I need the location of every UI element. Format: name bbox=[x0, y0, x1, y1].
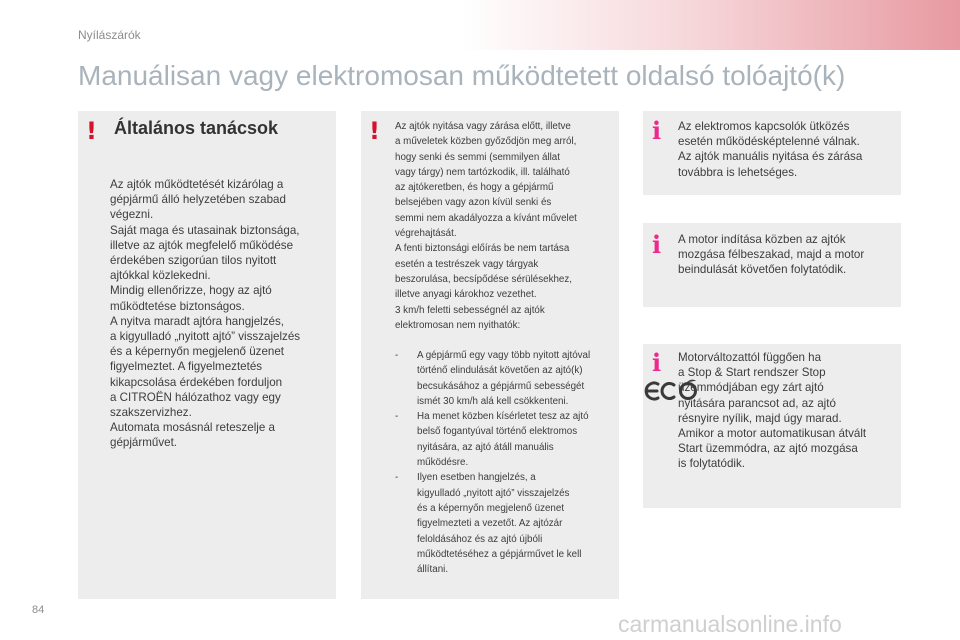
info-icon: i bbox=[652, 230, 662, 259]
info-icon: i bbox=[652, 116, 662, 145]
page-title: Manuálisan vagy elektromosan működtetett oldalsó tolóajtó(k) bbox=[78, 60, 846, 91]
header-gradient-bar bbox=[0, 0, 960, 50]
info-note-text: A motor indítása közben az ajtók mozgása félbeszakad, majd a motor beindulását követően folytatódik. bbox=[678, 233, 865, 277]
general-advice-text: Az ajtók működtetését kizárólag a gépjármű álló helyzetében szabad végezni. Saját maga és utasainak biztonsága, illetve az ajtók megfelelő működése érdekében szigorúan tilos nyitott ajtókkal közlekedni. Mindig ellenőrizze, hogy az ajtó működtetése biztonságos. A nyitva maradt ajtóra hangjelzés, a kigyulladó „nyitott ajtó” visszajelzés és a képernyőn megjelenő üzenet figyelmeztet. A figyelmeztetés kikapcsolása érdekében forduljon a CITROËN hálózathoz vagy egy szakszervizhez. Automata mosásnál reteszelje a gépjárművet. bbox=[110, 178, 301, 450]
list-item: - Ha menet közben kísérletet tesz az ajtó belső fogantyúval történő elektromos nyitására, az ajtó átáll manuális működésre. bbox=[395, 411, 589, 469]
warning-icon: ! bbox=[86, 117, 97, 145]
list-item: - A gépjármű egy vagy több nyitott ajtóval történő elindulását követően az ajtó(k) becsukásához a gépjármű sebességét ismét 30 km/h alá kell csökkenteni. bbox=[395, 350, 591, 407]
safety-warning-text: Az ajtók nyitása vagy zárása előtt, illetve a műveletek közben győződjön meg arról, hogy senki és semmi (semmilyen állat vagy tárgy) nem tartózkodik, ill. található az ajtókeretben, és hogy a gépjármű belsejében vagy azon kívül senki és semmi nem akadályozza a kívánt művelet végrehajtását. A fenti biztonsági előírás be nem tartása esetén a testrészek vagy tárgyak beszorulása, becsípődése sérülésekhez, illetve anyagi károkhoz vezethet. 3 km/h feletti sebességnél az ajtók elektromosan nem nyithatók: bbox=[395, 121, 577, 331]
list-item: - Ilyen esetben hangjelzés, a kigyulladó „nyitott ajtó” visszajelzés és a képernyőn megjelenő üzenet figyelmezteti a vezetőt. Az ajtózár feloldásához és az ajtó újbóli működtetéséhez a gépjárművet le kell állítani. bbox=[395, 472, 582, 576]
page-number: 84 bbox=[32, 604, 45, 616]
safety-bullet-list bbox=[395, 348, 617, 577]
section-title: Nyílászárók bbox=[78, 28, 141, 42]
general-advice-heading: Általános tanácsok bbox=[114, 118, 279, 138]
warning-icon: ! bbox=[369, 117, 380, 145]
info-icon: i bbox=[652, 348, 662, 377]
info-note-text: Az elektromos kapcsolók ütközés esetén működésképtelenné válnak. Az ajtók manuális nyitása és zárása továbbra is lehetséges. bbox=[678, 120, 863, 179]
watermark: carmanualsonline.info bbox=[618, 611, 842, 637]
info-note-text: Motorváltozattól függően ha a Stop & Start rendszer Stop üzemmódjában egy zárt ajtó nyitására parancsot ad, az ajtó résnyire nyílik, majd úgy marad. Amikor a motor automatikusan átvált Start üzemmódra, az ajtó mozgása is folytatódik. bbox=[678, 351, 867, 471]
